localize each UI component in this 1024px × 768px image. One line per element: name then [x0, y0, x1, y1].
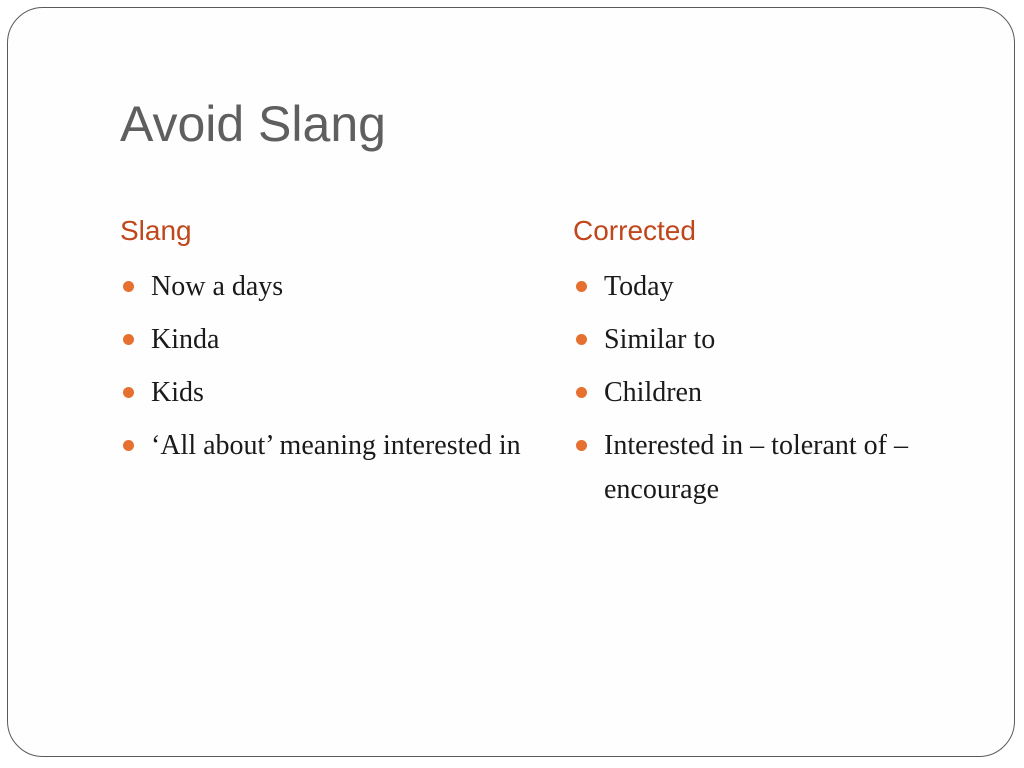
- slang-list: [120, 265, 540, 468]
- bullet-dot-icon: [123, 440, 134, 451]
- list-item: [573, 371, 973, 415]
- corrected-column: [573, 211, 973, 521]
- bullet-dot-icon: [576, 334, 587, 345]
- list-item-text: Similar to: [604, 324, 716, 355]
- slang-column: [120, 211, 540, 477]
- list-item: [120, 424, 540, 468]
- list-item: [573, 424, 973, 512]
- list-item-text: Kinda: [151, 324, 220, 355]
- list-item-text: Kids: [151, 377, 204, 408]
- list-item: [573, 265, 973, 309]
- list-item: [120, 265, 540, 309]
- bullet-dot-icon: [123, 387, 134, 398]
- list-item-text: Children: [604, 377, 702, 408]
- list-item: [573, 318, 973, 362]
- bullet-dot-icon: [576, 440, 587, 451]
- list-item-text: Now a days: [151, 271, 284, 302]
- corrected-heading: Corrected: [573, 215, 696, 246]
- bullet-dot-icon: [576, 387, 587, 398]
- list-item: [120, 371, 540, 415]
- bullet-dot-icon: [576, 281, 587, 292]
- bullet-dot-icon: [123, 281, 134, 292]
- slide-frame: [7, 7, 1015, 757]
- corrected-list: [573, 265, 973, 512]
- list-item-text: Today: [604, 271, 674, 302]
- list-item-text: Interested in – tolerant of – encourage: [604, 430, 909, 505]
- bullet-dot-icon: [123, 334, 134, 345]
- list-item-text: ‘All about’ meaning interested in: [151, 430, 521, 461]
- list-item: [120, 318, 540, 362]
- slang-heading: Slang: [120, 215, 192, 246]
- slide-title: Avoid Slang: [120, 96, 386, 152]
